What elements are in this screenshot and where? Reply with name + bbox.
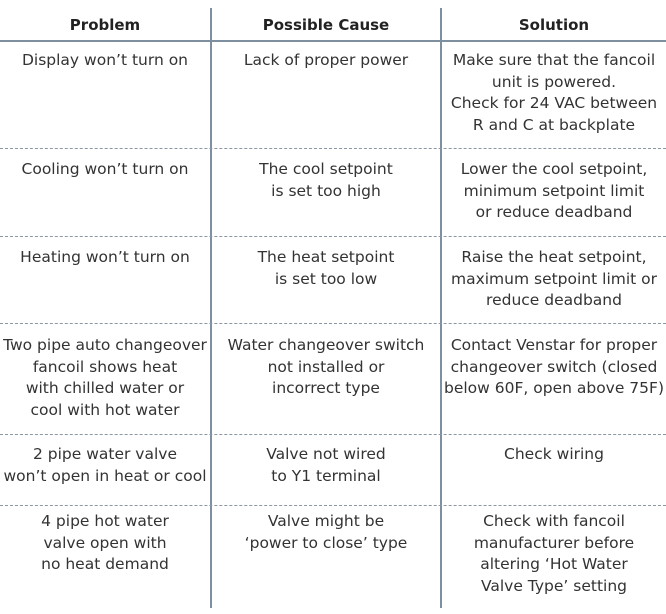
cause-cell: Valve not wired to Y1 terminal [266, 445, 386, 485]
solution-cell: Make sure that the fancoil unit is powered. Check for 24 VAC between R and C at backplate [450, 51, 658, 134]
column-header-problem: Problem [69, 16, 141, 34]
cause-cell: The heat setpoint is set too low [257, 248, 395, 288]
problem-cell: 2 pipe water valve won’t open in heat or cool [3, 445, 207, 485]
problem-cell: Two pipe auto changeover fancoil shows heat with chilled water or cool with hot water [3, 336, 207, 419]
header-divider [0, 40, 666, 42]
problem-cell: Display won’t turn on [21, 51, 189, 69]
row-divider [0, 505, 666, 506]
problem-cell: Cooling won’t turn on [21, 160, 189, 178]
column-header-solution: Solution [518, 16, 590, 34]
problem-cell: Heating won’t turn on [20, 248, 190, 266]
cause-cell: Water changeover switch not installed or incorrect type [227, 336, 425, 397]
cause-cell: Valve might be ‘power to close’ type [244, 512, 408, 552]
row-divider [0, 236, 666, 237]
problem-cell: 4 pipe hot water valve open with no heat demand [41, 512, 169, 573]
solution-cell: Check wiring [504, 445, 604, 463]
solution-cell: Check with fancoil manufacturer before altering ‘Hot Water Valve Type’ setting [473, 512, 635, 595]
solution-cell: Contact Venstar for proper changeover switch (closed below 60F, open above 75F) [443, 336, 664, 397]
solution-cell: Lower the cool setpoint, minimum setpoint limit or reduce deadband [460, 160, 648, 221]
row-divider [0, 434, 666, 435]
cause-cell: Lack of proper power [243, 51, 409, 69]
solution-cell: Raise the heat setpoint, maximum setpoint limit or reduce deadband [450, 248, 658, 309]
row-divider [0, 148, 666, 149]
cause-cell: The cool setpoint is set too high [259, 160, 393, 200]
row-divider [0, 323, 666, 324]
column-header-cause: Possible Cause [262, 16, 390, 34]
